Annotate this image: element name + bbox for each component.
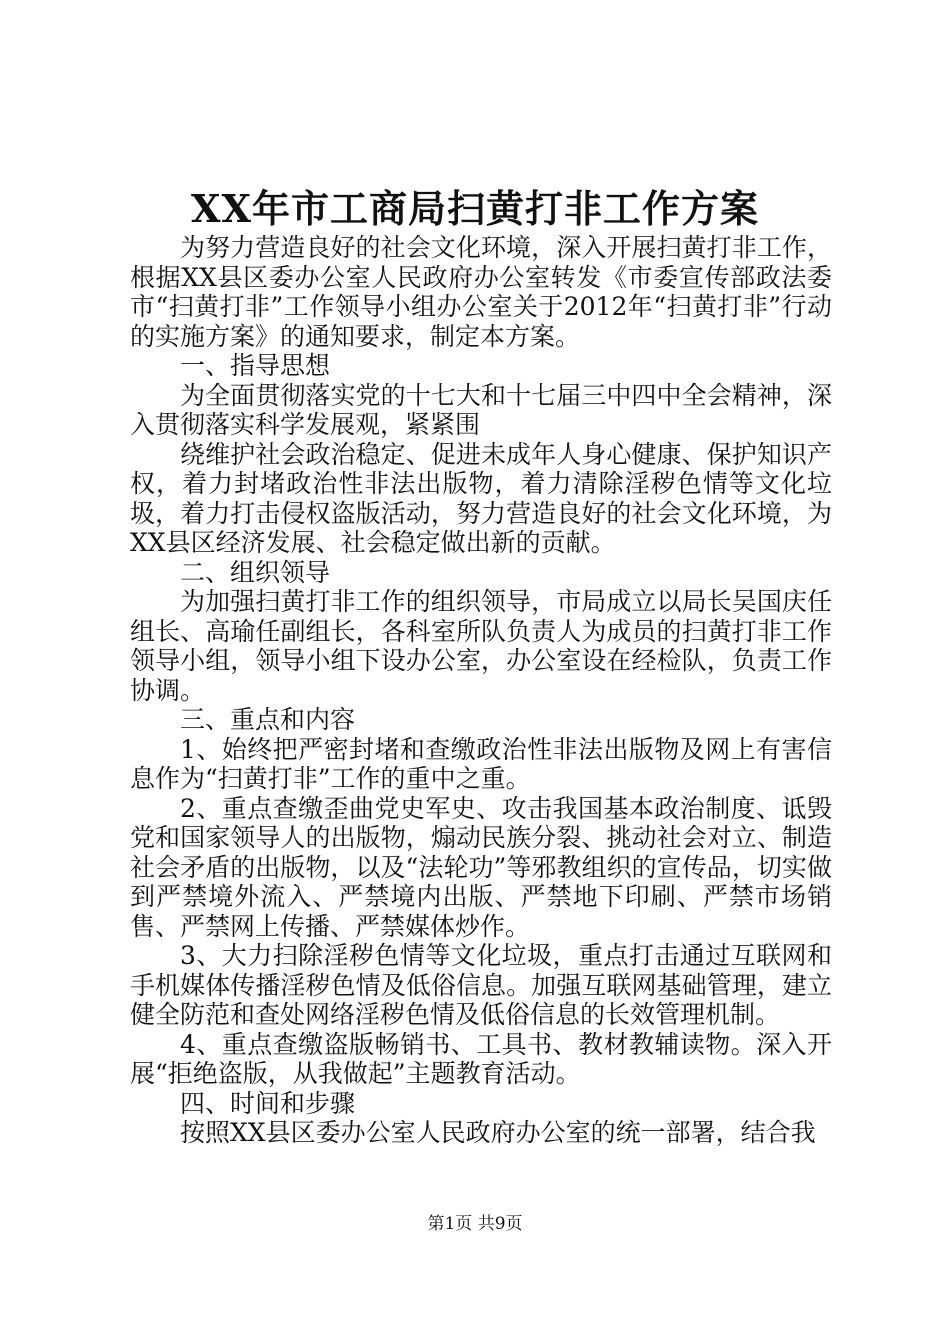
- paragraph-schedule: 按照XX县区委办公室人民政府办公室的统一部署，结合我: [180, 1118, 816, 1147]
- paragraph-key-point-2: 2、重点查缴歪曲党史军史、攻击我国基本政治制度、诋毁党和国家领导人的出版物，煽动民族分裂、挑动社会对立、制造社会矛盾的出版物，以及“法轮功”等邪教组织的宣传品，切实做到严禁境外流入、严禁境内出版、严禁地下印刷、严禁市场销售、严禁网上传播、严禁媒体炒作。: [130, 793, 832, 941]
- paragraph-key-point-4: 4、重点查缴盗版畅销书、工具书、教材教辅读物。深入开展“拒绝盗版，从我做起”主题教育活动。: [130, 1029, 832, 1088]
- section-heading-key-points: 三、重点和内容: [180, 705, 356, 734]
- paragraph-guiding-ideology: 为全面贯彻落实党的十七大和十七届三中四中全会精神，深入贯彻落实科学发展观，紧紧围: [130, 380, 832, 439]
- section-heading-guiding-ideology: 一、指导思想: [180, 351, 331, 380]
- paragraph-key-point-3: 3、大力扫除淫秽色情等文化垃圾，重点打击通过互联网和手机媒体传播淫秽色情及低俗信息。加强互联网基础管理，建立健全防范和查处网络淫秽色情及低俗信息的长效管理机制。: [130, 941, 832, 1029]
- section-heading-organization: 二、组织领导: [180, 557, 331, 587]
- document-body: [130, 233, 832, 1148]
- paragraph-key-point-1: 1、始终把严密封堵和查缴政治性非法出版物及网上有害信息作为“扫黄打非”工作的重中之重。: [130, 734, 832, 793]
- paragraph-guiding-ideology-cont: 绕维护社会政治稳定、促进未成年人身心健康、保护知识产权，着力封堵政治性非法出版物，着力清除淫秽色情等文化垃圾，着力打击侵权盗版活动，努力营造良好的社会文化环境，为XX县区经济发展、社会稳定做出新的贡献。: [130, 439, 832, 557]
- page-footer: 第1页 共9页: [427, 1214, 523, 1234]
- paragraph-organization: 为加强扫黄打非工作的组织领导，市局成立以局长吴国庆任组长、高瑜任副组长，各科室所队负责人为成员的扫黄打非工作领导小组，领导小组下设办公室，办公室设在经检队，负责工作协调。: [130, 587, 832, 705]
- document-title: XX年市工商局扫黄打非工作方案: [191, 186, 759, 231]
- section-heading-schedule: 四、时间和步骤: [180, 1088, 356, 1118]
- paragraph-intro: 为努力营造良好的社会文化环境，深入开展扫黄打非工作，根据XX县区委办公室人民政府办公室转发《市委宣传部政法委市“扫黄打非”工作领导小组办公室关于2012年“扫黄打非”行动的实施方案》的通知要求，制定本方案。: [130, 233, 832, 351]
